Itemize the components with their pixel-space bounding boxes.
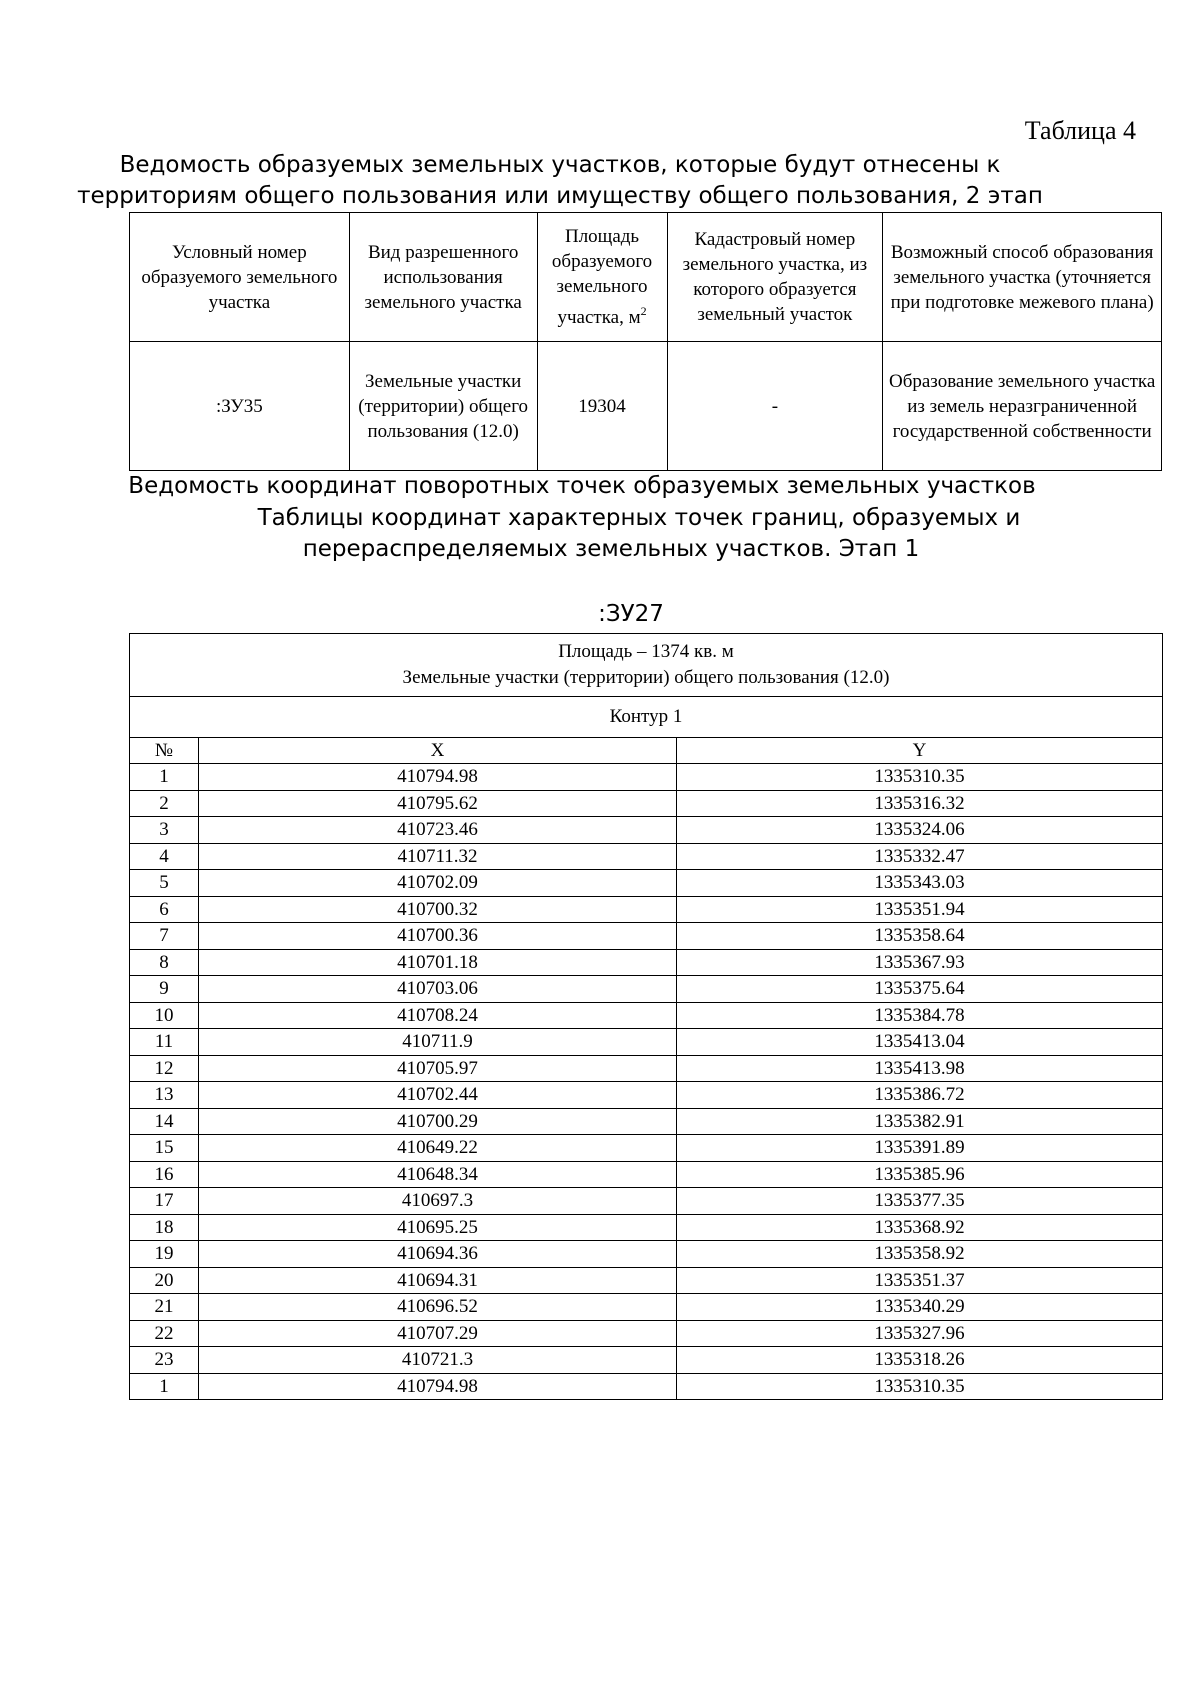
point-number: 7 [130, 923, 199, 950]
y-value: 1335367.93 [677, 949, 1163, 976]
point-number: 18 [130, 1214, 199, 1241]
y-value: 1335327.96 [677, 1320, 1163, 1347]
y-value: 1335324.06 [677, 817, 1163, 844]
x-value: 410794.98 [199, 764, 677, 791]
point-number: 4 [130, 843, 199, 870]
x-value: 410702.44 [199, 1082, 677, 1109]
y-value: 1335310.35 [677, 1373, 1163, 1400]
x-value: 410695.25 [199, 1214, 677, 1241]
x-value: 410700.36 [199, 923, 677, 950]
y-value: 1335375.64 [677, 976, 1163, 1003]
coordinate-table [129, 633, 1163, 1400]
point-number: 1 [130, 1373, 199, 1400]
point-number: 16 [130, 1161, 199, 1188]
x-value: 410707.29 [199, 1320, 677, 1347]
table-row [130, 896, 1163, 923]
x-value: 410795.62 [199, 790, 677, 817]
y-value: 1335358.64 [677, 923, 1163, 950]
cell-area: 19304 [537, 342, 667, 471]
x-value: 410694.36 [199, 1241, 677, 1268]
x-value: 410697.3 [199, 1188, 677, 1215]
y-value: 1335385.96 [677, 1161, 1163, 1188]
col-num-header: № [130, 738, 199, 764]
y-value: 1335358.92 [677, 1241, 1163, 1268]
point-number: 5 [130, 870, 199, 897]
x-value: 410703.06 [199, 976, 677, 1003]
header-area-text: Площадь образуемого земельного участка, м [551, 226, 653, 328]
area-text: Площадь – 1374 кв. м [558, 641, 734, 662]
title-line-2: территориям общего пользования или имуществу общего пользования, 2 этап [77, 183, 1043, 209]
coord-column-header [130, 738, 1163, 764]
table-row [130, 1320, 1163, 1347]
x-value: 410694.31 [199, 1267, 677, 1294]
point-number: 21 [130, 1294, 199, 1321]
contour-label: Контур 1 [130, 697, 1163, 738]
table-row [130, 764, 1163, 791]
use-text: Земельные участки (территории) общего пользования (12.0) [402, 667, 890, 688]
table-row [130, 1294, 1163, 1321]
table-row [130, 1373, 1163, 1400]
y-value: 1335377.35 [677, 1188, 1163, 1215]
table-row [130, 1214, 1163, 1241]
y-value: 1335382.91 [677, 1108, 1163, 1135]
cell-plot-number: :ЗУ35 [130, 342, 350, 471]
table-land-plots [129, 212, 1162, 471]
area-cell [130, 634, 1163, 697]
title-coordinate-tables [0, 503, 1200, 565]
table-row [130, 1267, 1163, 1294]
point-number: 2 [130, 790, 199, 817]
title-table4 [0, 150, 1160, 212]
x-value: 410794.98 [199, 1373, 677, 1400]
table-row [130, 1188, 1163, 1215]
col-x-header: X [199, 738, 677, 764]
header-formation-method: Возможный способ образования земельного участка (уточняется при подготовке межевого плана) [883, 213, 1162, 342]
point-number: 3 [130, 817, 199, 844]
table-row [130, 817, 1163, 844]
table-row [130, 790, 1163, 817]
table-row [130, 342, 1162, 471]
y-value: 1335310.35 [677, 764, 1163, 791]
title3-line-2: перераспределяемых земельных участков. Этап 1 [302, 536, 920, 562]
y-value: 1335351.37 [677, 1267, 1163, 1294]
table-row [130, 1055, 1163, 1082]
y-value: 1335351.94 [677, 896, 1163, 923]
point-number: 9 [130, 976, 199, 1003]
y-value: 1335343.03 [677, 870, 1163, 897]
table-row [130, 1347, 1163, 1374]
y-value: 1335332.47 [677, 843, 1163, 870]
point-number: 14 [130, 1108, 199, 1135]
point-number: 19 [130, 1241, 199, 1268]
point-number: 6 [130, 896, 199, 923]
point-number: 22 [130, 1320, 199, 1347]
plot-id: :ЗУ27 [598, 601, 664, 627]
table-row [130, 923, 1163, 950]
point-number: 8 [130, 949, 199, 976]
y-value: 1335386.72 [677, 1082, 1163, 1109]
header-plot-number: Условный номер образуемого земельного участка [130, 213, 350, 342]
header-cadastral-number: Кадастровый номер земельного участка, из которого образуется земельный участок [667, 213, 883, 342]
table-row [130, 976, 1163, 1003]
y-value: 1335413.98 [677, 1055, 1163, 1082]
point-number: 20 [130, 1267, 199, 1294]
y-value: 1335368.92 [677, 1214, 1163, 1241]
table-row [130, 1029, 1163, 1056]
x-value: 410649.22 [199, 1135, 677, 1162]
header-area [537, 213, 667, 342]
x-value: 410648.34 [199, 1161, 677, 1188]
x-value: 410711.32 [199, 843, 677, 870]
y-value: 1335384.78 [677, 1002, 1163, 1029]
table-row [130, 1135, 1163, 1162]
x-value: 410705.97 [199, 1055, 677, 1082]
point-number: 12 [130, 1055, 199, 1082]
y-value: 1335316.32 [677, 790, 1163, 817]
header-permitted-use: Вид разрешенного использования земельного участка [349, 213, 537, 342]
header-area-sup: 2 [640, 304, 647, 318]
table-header-row [130, 213, 1162, 342]
x-value: 410721.3 [199, 1347, 677, 1374]
cell-formation-method: Образование земельного участка из земель неразграниченной государственной собственности [883, 342, 1162, 471]
y-value: 1335413.04 [677, 1029, 1163, 1056]
x-value: 410711.9 [199, 1029, 677, 1056]
x-value: 410701.18 [199, 949, 677, 976]
x-value: 410700.32 [199, 896, 677, 923]
y-value: 1335340.29 [677, 1294, 1163, 1321]
x-value: 410708.24 [199, 1002, 677, 1029]
point-number: 10 [130, 1002, 199, 1029]
point-number: 23 [130, 1347, 199, 1374]
table-label: Таблица 4 [1024, 116, 1136, 145]
table-row [130, 1161, 1163, 1188]
point-number: 15 [130, 1135, 199, 1162]
point-number: 17 [130, 1188, 199, 1215]
point-number: 13 [130, 1082, 199, 1109]
x-value: 410723.46 [199, 817, 677, 844]
table-row [130, 1108, 1163, 1135]
table-row [130, 949, 1163, 976]
contour-row [130, 697, 1163, 738]
title-coordinates: Ведомость координат поворотных точек образуемых земельных участков [128, 473, 1036, 499]
title3-line-1: Таблицы координат характерных точек границ, образуемых и [257, 505, 1021, 531]
x-value: 410702.09 [199, 870, 677, 897]
col-y-header: Y [677, 738, 1163, 764]
y-value: 1335391.89 [677, 1135, 1163, 1162]
cell-cadastral-number: - [667, 342, 883, 471]
point-number: 1 [130, 764, 199, 791]
table-row [130, 1241, 1163, 1268]
x-value: 410700.29 [199, 1108, 677, 1135]
y-value: 1335318.26 [677, 1347, 1163, 1374]
table-row [130, 870, 1163, 897]
x-value: 410696.52 [199, 1294, 677, 1321]
point-number: 11 [130, 1029, 199, 1056]
table-row [130, 843, 1163, 870]
coord-header-area [130, 634, 1163, 697]
cell-permitted-use: Земельные участки (территории) общего пользования (12.0) [349, 342, 537, 471]
table-row [130, 1002, 1163, 1029]
table-row [130, 1082, 1163, 1109]
title-line-1: Ведомость образуемых земельных участков, которые будут отнесены к [119, 152, 1001, 178]
